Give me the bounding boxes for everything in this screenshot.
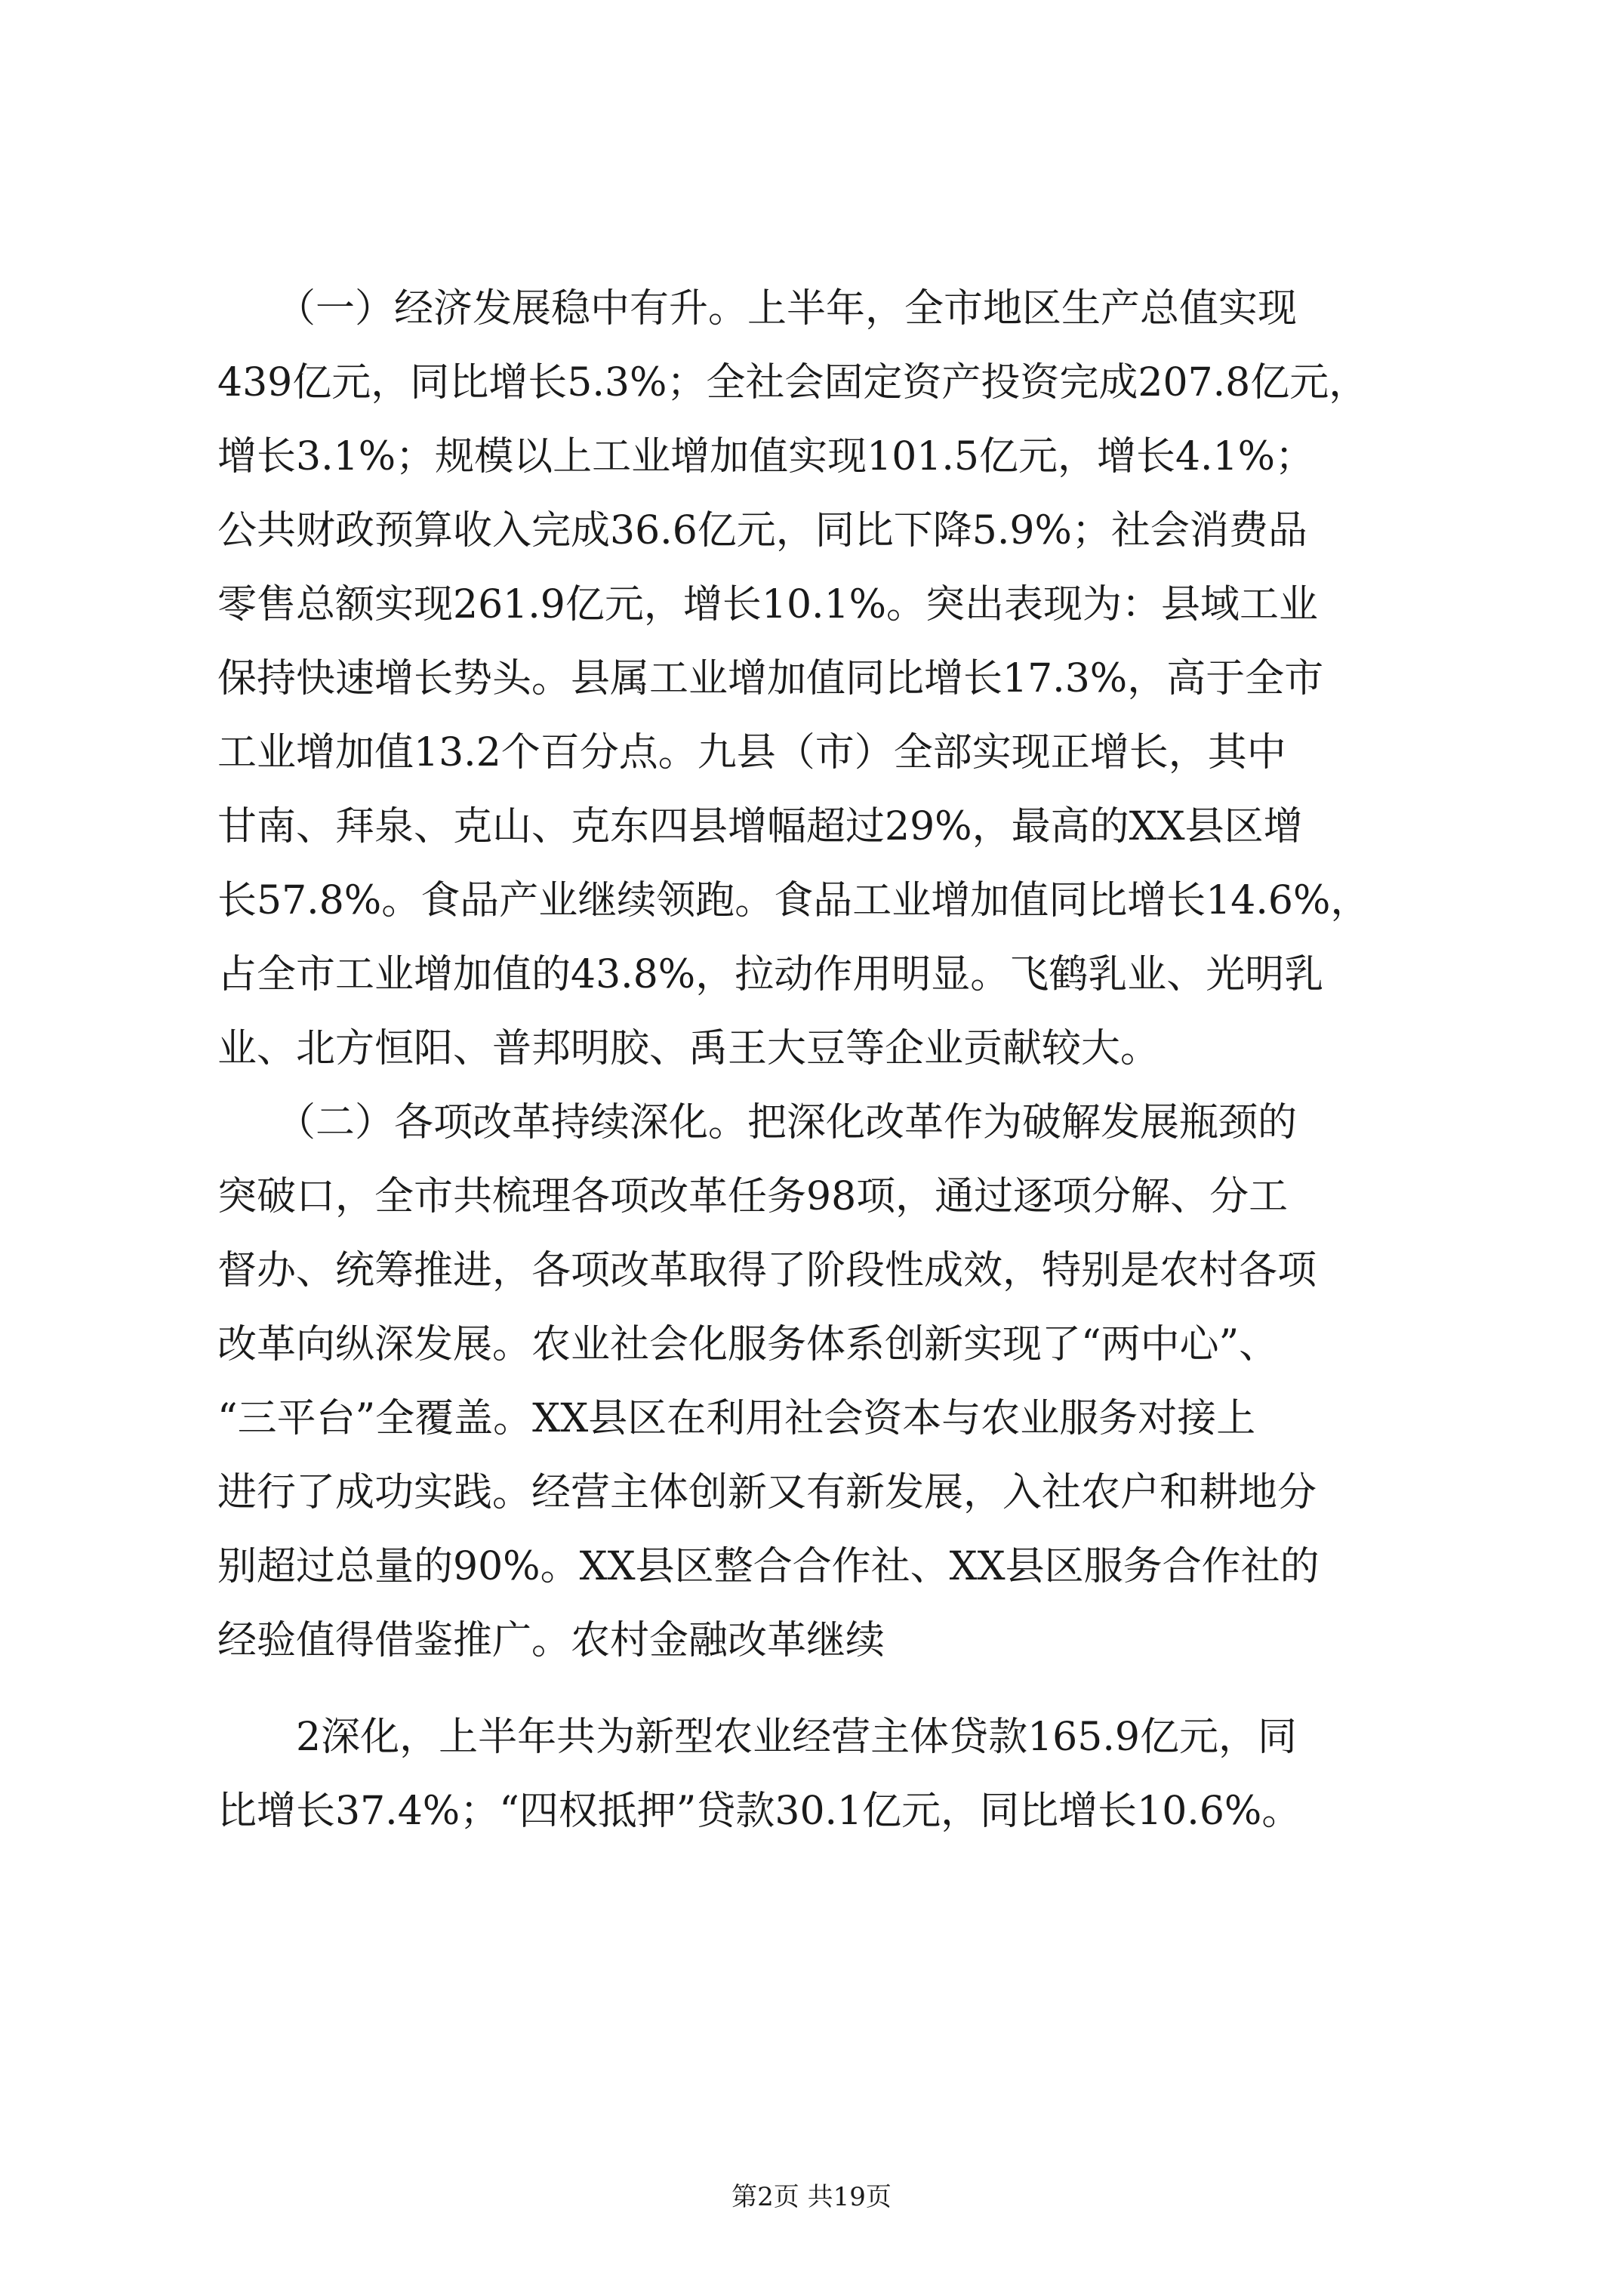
text-line: 公共财政预算收入完成36.6亿元，同比下降5.9%；社会消费品 [217,508,1307,553]
text-line: 占全市工业增加值的43.8%，拉动作用明显。飞鹤乳业、光明乳 [217,952,1324,997]
text-line: 长57.8%。食品产业继续领跑。食品工业增加值同比增长14.6%， [217,878,1370,923]
text-line: 经验值得借鉴推广。农村金融改革继续 [217,1618,885,1663]
text-line: 比增长37.4%；“四权抵押”贷款30.1亿元，同比增长10.6%。 [217,1789,1301,1834]
text-line: （二）各项改革持续深化。把深化改革作为破解发展瓶颈的 [217,1100,1298,1145]
text-line: 督办、统筹推进，各项改革取得了阶段性成效，特别是农村各项 [217,1248,1317,1293]
text-line: 别超过总量的90%。XX县区整合合作社、XX县区服务合作社的 [217,1544,1320,1589]
text-line: 439亿元，同比增长5.3%；全社会固定资产投资完成207.8亿元， [217,360,1369,405]
page-number-footer: 第2页 共19页 [731,2182,892,2212]
text-line: 业、北方恒阳、普邦明胶、禹王大豆等企业贡献较大。 [217,1026,1160,1071]
text-line: 进行了成功实践。经营主体创新又有新发展，入社农户和耕地分 [217,1470,1317,1515]
text-line: 突破口，全市共梳理各项改革任务98项，通过逐项分解、分工 [217,1174,1289,1219]
text-line: 工业增加值13.2个百分点。九县（市）全部实现正增长，其中 [217,730,1286,775]
text-line: “三平台”全覆盖。XX县区在利用社会资本与农业服务对接上 [217,1396,1256,1441]
text-line: 增长3.1%；规模以上工业增加值实现101.5亿元，增长4.1%； [217,434,1315,479]
text-line: 保持快速增长势头。县属工业增加值同比增长17.3%，高于全市 [217,656,1324,701]
text-line: 甘南、拜泉、克山、克东四县增幅超过29%，最高的XX县区增 [217,804,1303,849]
text-line: 2深化，上半年共为新型农业经营主体贷款165.9亿元，同 [217,1715,1297,1760]
text-line: （一）经济发展稳中有升。上半年，全市地区生产总值实现 [217,286,1298,331]
text-line: 零售总额实现261.9亿元，增长10.1%。突出表现为：县域工业 [217,582,1319,627]
text-line: 改革向纵深发展。农业社会化服务体系创新实现了“两中心”、 [217,1322,1279,1367]
